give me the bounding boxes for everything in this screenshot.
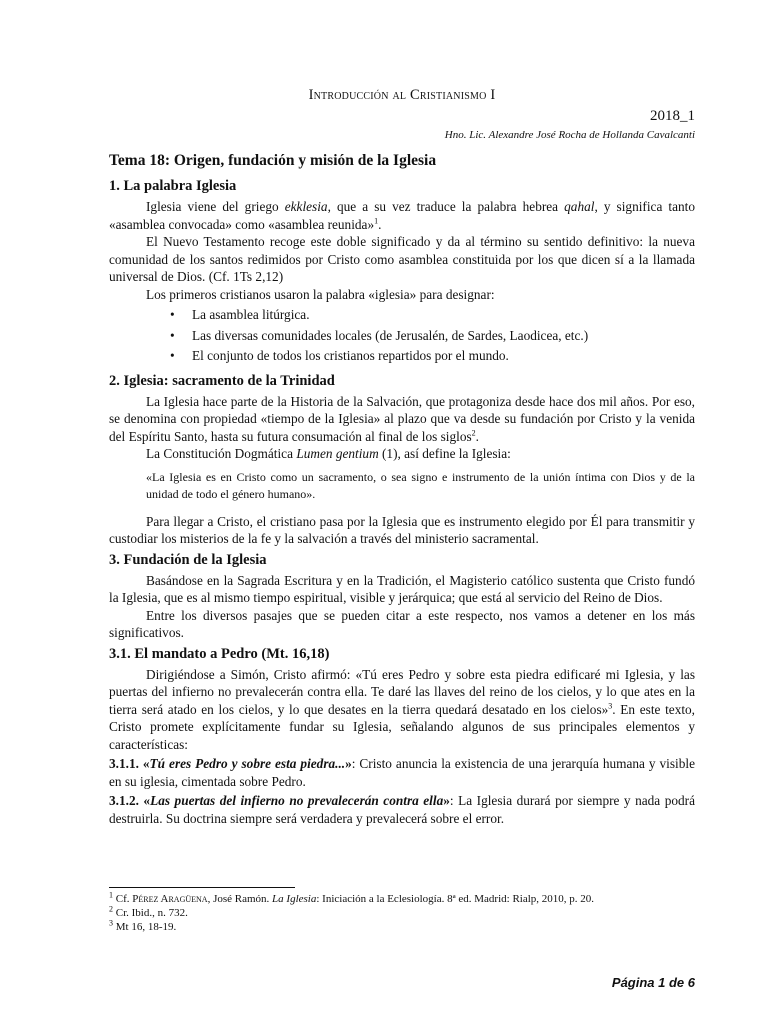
section-2-paragraph-2: La Constitución Dogmática Lumen gentium (1), así define la Iglesia: xyxy=(146,446,511,461)
section-1-paragraph-2: El Nuevo Testamento recoge este doble significado y da al término su sentido definitivo: la nueva comunidad de los santos redimidos por Cristo como asamblea constituida por los que dicen sí a la llamada universal de Dios. (Cf. 1Ts 2,12) xyxy=(109,234,695,284)
subsection-3-1-1: 3.1.1. «Tú eres Pedro y sobre esta piedra...»: Cristo anuncia la existencia de una jerarquía humana y visible en su iglesia, cimentada sobre Pedro. xyxy=(109,756,695,789)
footnote-ref-1[interactable]: 1 xyxy=(374,216,379,226)
document-year: 2018_1 xyxy=(650,108,695,124)
subsection-3-1-2: 3.1.2. «Las puertas del infierno no prevalecerán contra ella»: La Iglesia durará por siempre y nada podrá destruirla. Su doctrina siempre será verdadera y prevalecerá sobre el error. xyxy=(109,793,695,826)
section-1-bullet-list xyxy=(109,305,695,367)
section-3-1-heading: 3.1. El mandato a Pedro (Mt. 16,18) xyxy=(109,645,330,662)
topic-heading: Tema 18: Origen, fundación y misión de la Iglesia xyxy=(109,152,437,169)
document-title: Introducción al Cristianismo I xyxy=(308,87,496,103)
footnote-2: $^2$ Cr. Ibid., n. 732. xyxy=(109,904,188,919)
lumen-gentium-quote: «La Iglesia es en Cristo como un sacramento, o sea signo e instrumento de la unión íntima con Dios y de la unidad de todo el género humano». xyxy=(146,469,695,501)
list-item: • La asamblea litúrgica. xyxy=(170,305,695,326)
document-author: Hno. Lic. Alexandre José Rocha de Hollanda Cavalcanti xyxy=(444,129,695,141)
section-2-heading: 2. Iglesia: sacramento de la Trinidad xyxy=(109,372,335,389)
section-2-paragraph-1: La Iglesia hace parte de la Historia de la Salvación, que protagoniza desde hace dos mil años. Por eso, se denomina con propiedad «tiempo de la Iglesia» al plazo que va desde su fundación por Cristo y la venida del Espíritu Santo, hasta su futura consumación al final de los siglos$^2$. xyxy=(109,393,695,444)
footnote-1: $^1$ Cf. Pérez Aragüena, José Ramón. La Iglesia: Iniciación a la Eclesiología. 8ª ed. Madrid: Rialp, 2010, p. 20. xyxy=(109,890,595,905)
list-item: • Las diversas comunidades locales (de Jerusalén, de Sardes, Laodicea, etc.) xyxy=(170,326,695,347)
footnote-3: $^3$ Mt 16, 18-19. xyxy=(109,918,177,933)
bullet-icon: • xyxy=(170,307,175,322)
bullet-icon: • xyxy=(170,327,175,343)
footnote-divider xyxy=(109,887,295,888)
section-2-paragraph-3: Para llegar a Cristo, el cristiano pasa por la Iglesia que es instrumento elegido por Él para transmitir y custodiar los misterios de la fe y la salvación a través del ministerio sacramental. xyxy=(109,513,695,546)
footnote-ref-3[interactable]: 3 xyxy=(608,701,613,711)
bullet-icon: • xyxy=(170,348,175,363)
section-1-heading: 1. La palabra Iglesia xyxy=(109,178,237,194)
section-3-1-paragraph-1: Dirigiéndose a Simón, Cristo afirmó: «Tú eres Pedro y sobre esta piedra edificaré mi Iglesia, y las puertas del infierno no prevalecerán contra ella. Te daré las llaves del reino de los cielos, y lo que ates en la tierra será atado en los cielos, y lo que desates en la tierra quedará desatado en los cielos»$^3$. En este texto, Cristo promete explícitamente fundar su Iglesia, señalando algunos de sus principales elementos y características: xyxy=(109,666,696,752)
document-body xyxy=(109,150,695,827)
section-3-heading: 3. Fundación de la Iglesia xyxy=(109,551,267,568)
list-item: • El conjunto de todos los cristianos repartidos por el mundo. xyxy=(170,346,695,367)
page-number: Página 1 de 6 xyxy=(611,975,695,990)
section-1-paragraph-3: Los primeros cristianos usaron la palabra «iglesia» para designar: xyxy=(146,286,495,302)
section-3-paragraph-2: Entre los diversos pasajes que se pueden citar a este respecto, nos vamos a detener en los más significativos. xyxy=(109,607,695,640)
section-3-paragraph-1: Basándose en la Sagrada Escritura y en la Tradición, el Magisterio católico sustenta que Cristo fundó la Iglesia, que es al mismo tiempo espiritual, visible y jerárquica; que está al servicio del Reino de Dios. xyxy=(109,572,695,605)
footnote-ref-2[interactable]: 2 xyxy=(471,428,476,438)
section-1-paragraph-1: Iglesia viene del griego ekklesia, que a su vez traduce la palabra hebrea qahal, y significa tanto «asamblea convocada» como «asamblea reunida»$^1$. xyxy=(109,199,696,232)
footnotes xyxy=(109,887,695,934)
